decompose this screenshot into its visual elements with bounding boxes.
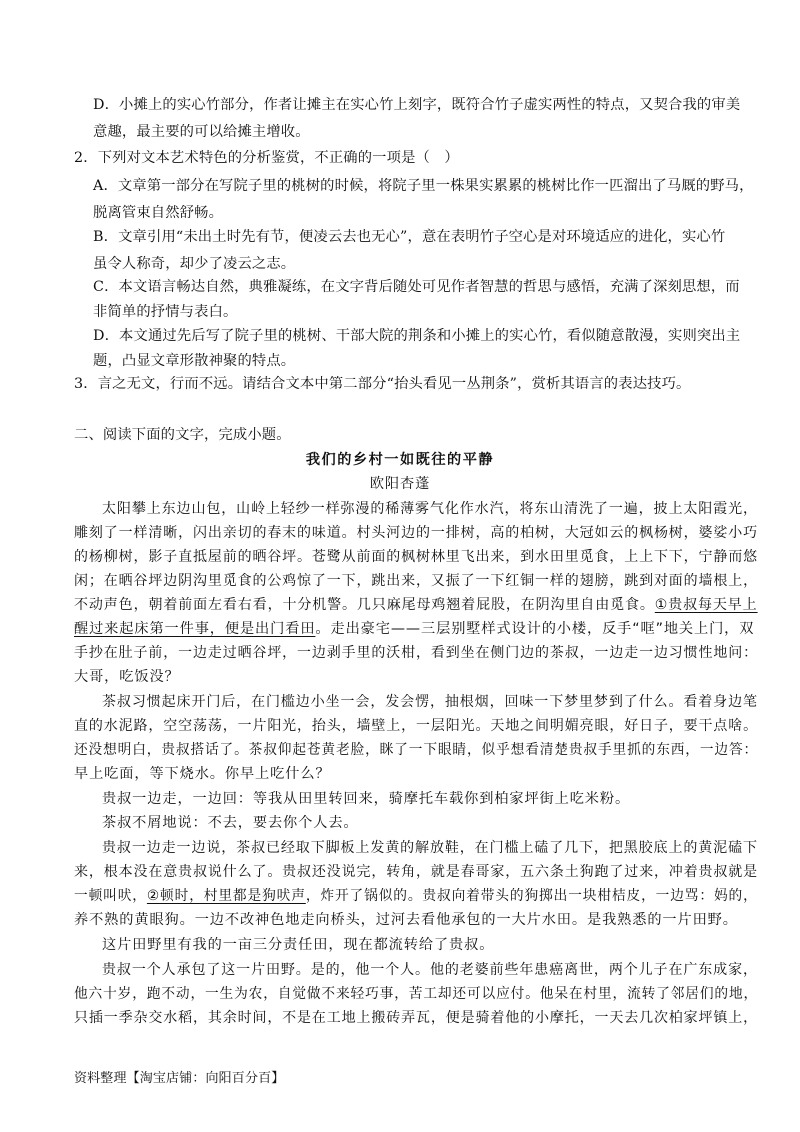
passage-p1-line4: 闲；在晒谷坪边阴沟里觅食的公鸡惊了一下，跳出来，又振了一下红铜一样的翅膀，跳到对面的墙根上， — [74, 573, 759, 589]
passage-p1-line8: 大哥，吃饭没？ — [74, 669, 180, 685]
passage-p5-line3-end: ，炸开了锅似的。贵叔向着带头的狗掷出一块柑桔皮，一边骂：妈的， — [305, 888, 758, 904]
underlined-sentence-1-start: ①贵叔每天早上 — [654, 597, 758, 613]
underlined-sentence-2: ②顿时，村里都是狗吠声 — [146, 888, 306, 904]
passage-p3-line1: 贵叔一边走，一边回：等我从田里转回来，骑摩托车载你到柏家坪街上吃米粉。 — [102, 791, 631, 807]
passage-p1-line2: 雕刻了一样清晰，闪出亲切的春末的味道。村头河边的一排树，高的柏树，大冠如云的枫杨树，婆娑小巧 — [74, 525, 759, 541]
passage-p2-line1: 茶叔习惯起床开门后，在门槛边小坐一会，发会愣，抽根烟，回味一下梦里梦到了什么。看着身边笔 — [102, 694, 758, 710]
passage-p1-line7: 手抄在肚子前，一边走过晒谷坪，一边剥手里的沃柑，看到坐在侧门边的茶叔，一边走一边习惯性地问： — [74, 645, 759, 661]
section-heading: 二、阅读下面的文字，完成小题。 — [74, 427, 291, 443]
passage-author: 欧阳杏蓬 — [369, 476, 431, 492]
q2-option-a-line1: A．文章第一部分在写院子里的桃树的时候，将院子里一株果实累累的桃树比作一匹溜出了马厩的野马， — [93, 178, 754, 194]
q2-option-c-line1: C．本文语言畅达自然，典雅凝练，在文字背后随处可见作者智慧的哲思与感悟，充满了深刻思想，而 — [93, 279, 740, 295]
passage-p5-line3 — [74, 886, 758, 906]
q2-option-c-line2: 非简单的抒情与表白。 — [93, 304, 238, 320]
passage-p1-line6 — [74, 619, 754, 639]
q3-stem: 3．言之无文，行而不远。请结合文本中第二部分“抬头看见一丛荆条”，赏析其语言的表达技巧。 — [74, 376, 691, 392]
passage-p2-line3: 还没想明白，贵叔搭话了。茶叔仰起苍黄老脸，眯了一下眼睛，似乎想看清楚贵叔手里抓的东西，一边答： — [74, 742, 759, 758]
passage-p5-line1: 贵叔一边走一边说，茶叔已经取下脚板上发黄的解放鞋，在门槛上磕了几下，把黑胶底上的黄泥磕下 — [102, 840, 758, 856]
q1-option-d-line1: D．小摊上的实心竹部分，作者让摊主在实心竹上刻字，既符合竹子虚实两性的特点，又契合我的审美 — [93, 97, 741, 113]
passage-p7-line3: 只插一季杂交水稻，其余时间，不是在工地上搬砖弄瓦，便是骑着他的小摩托，一天去几次柏家坪镇上， — [74, 1010, 759, 1026]
passage-p7-line1: 贵叔一个人承包了这一片田野。是的，他一个人。他的老婆前些年患癌离世，两个儿子在广东成家， — [102, 962, 758, 978]
passage-p6-line1: 这片田野里有我的一亩三分责任田，现在都流转给了贵叔。 — [102, 937, 495, 953]
passage-p2-line4: 早上吃面，等下烧水。你早上吃什么？ — [74, 766, 331, 782]
passage-title: 我们的乡村一如既往的平静 — [305, 452, 495, 468]
passage-p5-line4: 养不熟的黄眼狗。一边不改神色地走向桥头，过河去看他承包的一大片水田。是我熟悉的一片田野。 — [74, 912, 738, 928]
q2-option-a-line2: 脱离管束自然舒畅。 — [93, 205, 224, 221]
q2-option-b-line1: B．文章引用“未出土时先有节，便凌云去也无心”，意在表明竹子空心是对环境适应的进化，实心竹 — [93, 229, 726, 245]
q2-option-b-line2: 虽令人称奇，却少了凌云之志。 — [93, 256, 296, 272]
passage-p4-line1: 茶叔不屑地说：不去，要去你个人去。 — [102, 815, 359, 831]
passage-p7-line2: 他六十岁，跑不动，一生为农，自觉做不来轻巧事，苦工却还可以应付。他呆在村里，流转了邻居们的地， — [74, 986, 759, 1002]
passage-p1-line6-text: 。走出豪宅——三层别墅样式设计的小楼，反手“哐”地关上门，双 — [315, 621, 755, 637]
page-footer: 资料整理【淘宝店铺：向阳百分百】 — [74, 1071, 285, 1086]
passage-p2-line2: 直的水泥路，空空荡荡，一片阳光，抬头，墙壁上，一层阳光。天地之间明媚亮眼，好日子，要干点啥。 — [74, 718, 759, 734]
q2-option-d-line2: 题，凸显文章形散神聚的特点。 — [93, 353, 296, 369]
passage-p1-line3: 的杨柳树，影子直抵屋前的晒谷坪。苍鹭从前面的枫树林里飞出来，到水田里觅食，上上下下，宁静而悠 — [74, 549, 759, 565]
passage-p1-line5 — [74, 595, 758, 615]
passage-p1-line1: 太阳攀上东边山包，山岭上轻纱一样弥漫的稀薄雾气化作水汽，将东山清洗了一遍，披上太阳霞光， — [102, 501, 758, 517]
underlined-sentence-1-end: 醒过来起床第一件事，便是出门看田 — [74, 621, 316, 637]
passage-p5-line3-start: 一顿叫吠， — [74, 888, 147, 904]
q2-stem: 2．下列对文本艺术特色的分析鉴赏，不正确的一项是（ ） — [74, 150, 459, 166]
q2-option-d-line1: D．本文通过先后写了院子里的桃树、干部大院的荆条和小摊上的实心竹，看似随意散漫，实则突出主 — [93, 328, 741, 344]
q1-option-d-line2: 意趣，最主要的可以给摊主增收。 — [93, 124, 310, 140]
passage-p1-line5-text: 不动声色，朝着前面左看右看，十分机警。几只麻尾母鸡翘着屁股，在阴沟里自由觅食。 — [74, 597, 655, 613]
passage-p5-line2: 来，根本没在意贵叔说什么了。贵叔还没说完，转角，就是春哥家，五六条土狗跑了过来，冲着贵叔就是 — [74, 864, 759, 880]
